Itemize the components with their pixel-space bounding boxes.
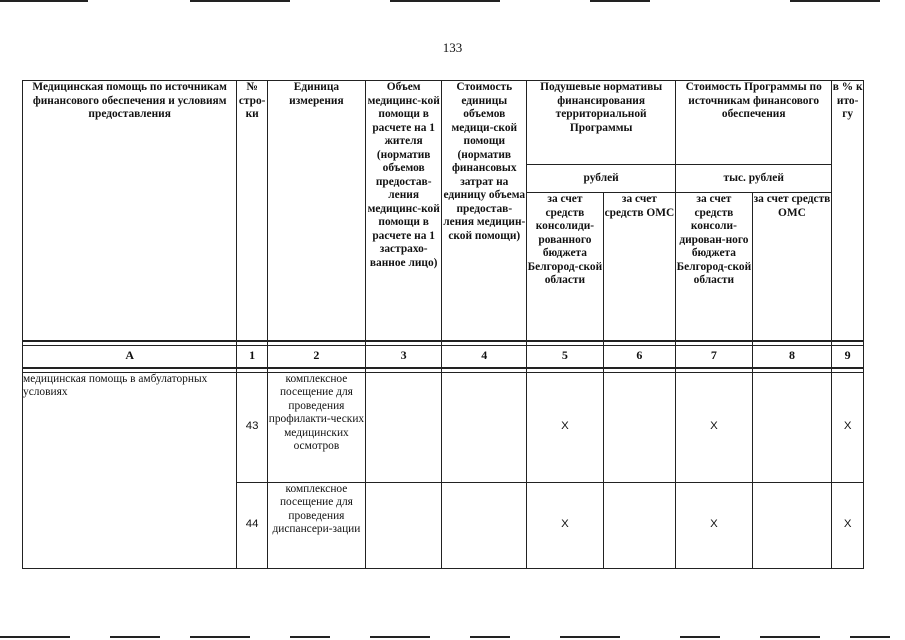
header-col-a: Медицинская помощь по источникам финансового обеспечения и условиям предоставления [23, 81, 237, 341]
index-cell: 9 [832, 345, 864, 368]
index-cell: 2 [267, 345, 365, 368]
header-col-78: Стоимость Программы по источникам финансового обеспечения [676, 81, 832, 165]
index-cell: А [23, 345, 237, 368]
header-col-3: Объем медицинс-кой помощи в расчете на 1 жителя (норматив объемов предостав-ления медицинс-кой помощи в расчете на 1 застрахо-ванное лицо) [365, 81, 442, 341]
row-col-5: Х [527, 482, 604, 568]
header-col-4: Стоимость единицы объемов медици-ской помощи (норматив финансовых затрат на единицу объема предостав-ления медицин-ской помощи) [442, 81, 527, 341]
header-col-1: № стро-ки [237, 81, 268, 341]
row-col-4 [442, 482, 527, 568]
scan-edge-bottom-3 [190, 636, 250, 638]
row-unit: комплексное посещение для проведения профилакти-ческих медицинских осмотров [267, 372, 365, 482]
scan-edge-bottom-5 [370, 636, 430, 638]
row-col-7: Х [676, 482, 753, 568]
row-col-3 [365, 482, 442, 568]
index-cell: 8 [752, 345, 832, 368]
index-cell: 1 [237, 345, 268, 368]
row-name: медицинская помощь в амбулаторных условиях [23, 372, 237, 568]
row-col-7: Х [676, 372, 753, 482]
scan-edge-bottom-4 [290, 636, 330, 638]
table-row [23, 372, 864, 482]
scan-edge-top-4 [590, 0, 650, 2]
index-cell: 4 [442, 345, 527, 368]
scan-edge-top-5 [790, 0, 880, 2]
row-col-6 [603, 372, 675, 482]
row-col-8 [752, 482, 832, 568]
row-col-9: Х [832, 482, 864, 568]
row-line-number: 44 [237, 482, 268, 568]
index-cell: 7 [676, 345, 753, 368]
scan-edge-bottom-10 [850, 636, 890, 638]
header-col-6: за счет средств ОМС [603, 193, 675, 341]
row-line-number: 43 [237, 372, 268, 482]
scan-edge-top-2 [190, 0, 290, 2]
page-number: 133 [442, 40, 463, 55]
scan-edge-bottom-8 [680, 636, 720, 638]
row-col-5: Х [527, 372, 604, 482]
header-col-8: за счет средств ОМС [752, 193, 832, 341]
row-col-9: Х [832, 372, 864, 482]
header-col-2: Единица измерения [267, 81, 365, 341]
scan-edge-top-3 [390, 0, 500, 2]
header-col-7: за счет средств консоли-дирован-ного бюджета Белгород-ской области [676, 193, 753, 341]
row-unit: комплексное посещение для проведения диспансери-зации [267, 482, 365, 568]
index-cell: 6 [603, 345, 675, 368]
row-col-3 [365, 372, 442, 482]
scan-edge-bottom-7 [560, 636, 620, 638]
header-col-5: за счет средств консолиди-рованного бюджета Белгород-ской области [527, 193, 604, 341]
header-col-56: Подушевые нормативы финансирования территориальной Программы [527, 81, 676, 165]
row-col-8 [752, 372, 832, 482]
row-col-6 [603, 482, 675, 568]
financing-table [22, 80, 864, 569]
index-row [23, 345, 864, 368]
header-unit-rubles: рублей [527, 165, 676, 193]
scan-edge-bottom-6 [470, 636, 510, 638]
scan-edge-bottom-2 [110, 636, 160, 638]
scan-edge-bottom-9 [760, 636, 820, 638]
row-col-4 [442, 372, 527, 482]
scan-edge-bottom-1 [0, 636, 70, 638]
header-unit-thousand-rubles: тыс. рублей [676, 165, 832, 193]
scan-edge-top-1 [0, 0, 88, 2]
index-cell: 5 [527, 345, 604, 368]
header-col-9: в % к ито-гу [832, 81, 864, 341]
index-cell: 3 [365, 345, 442, 368]
